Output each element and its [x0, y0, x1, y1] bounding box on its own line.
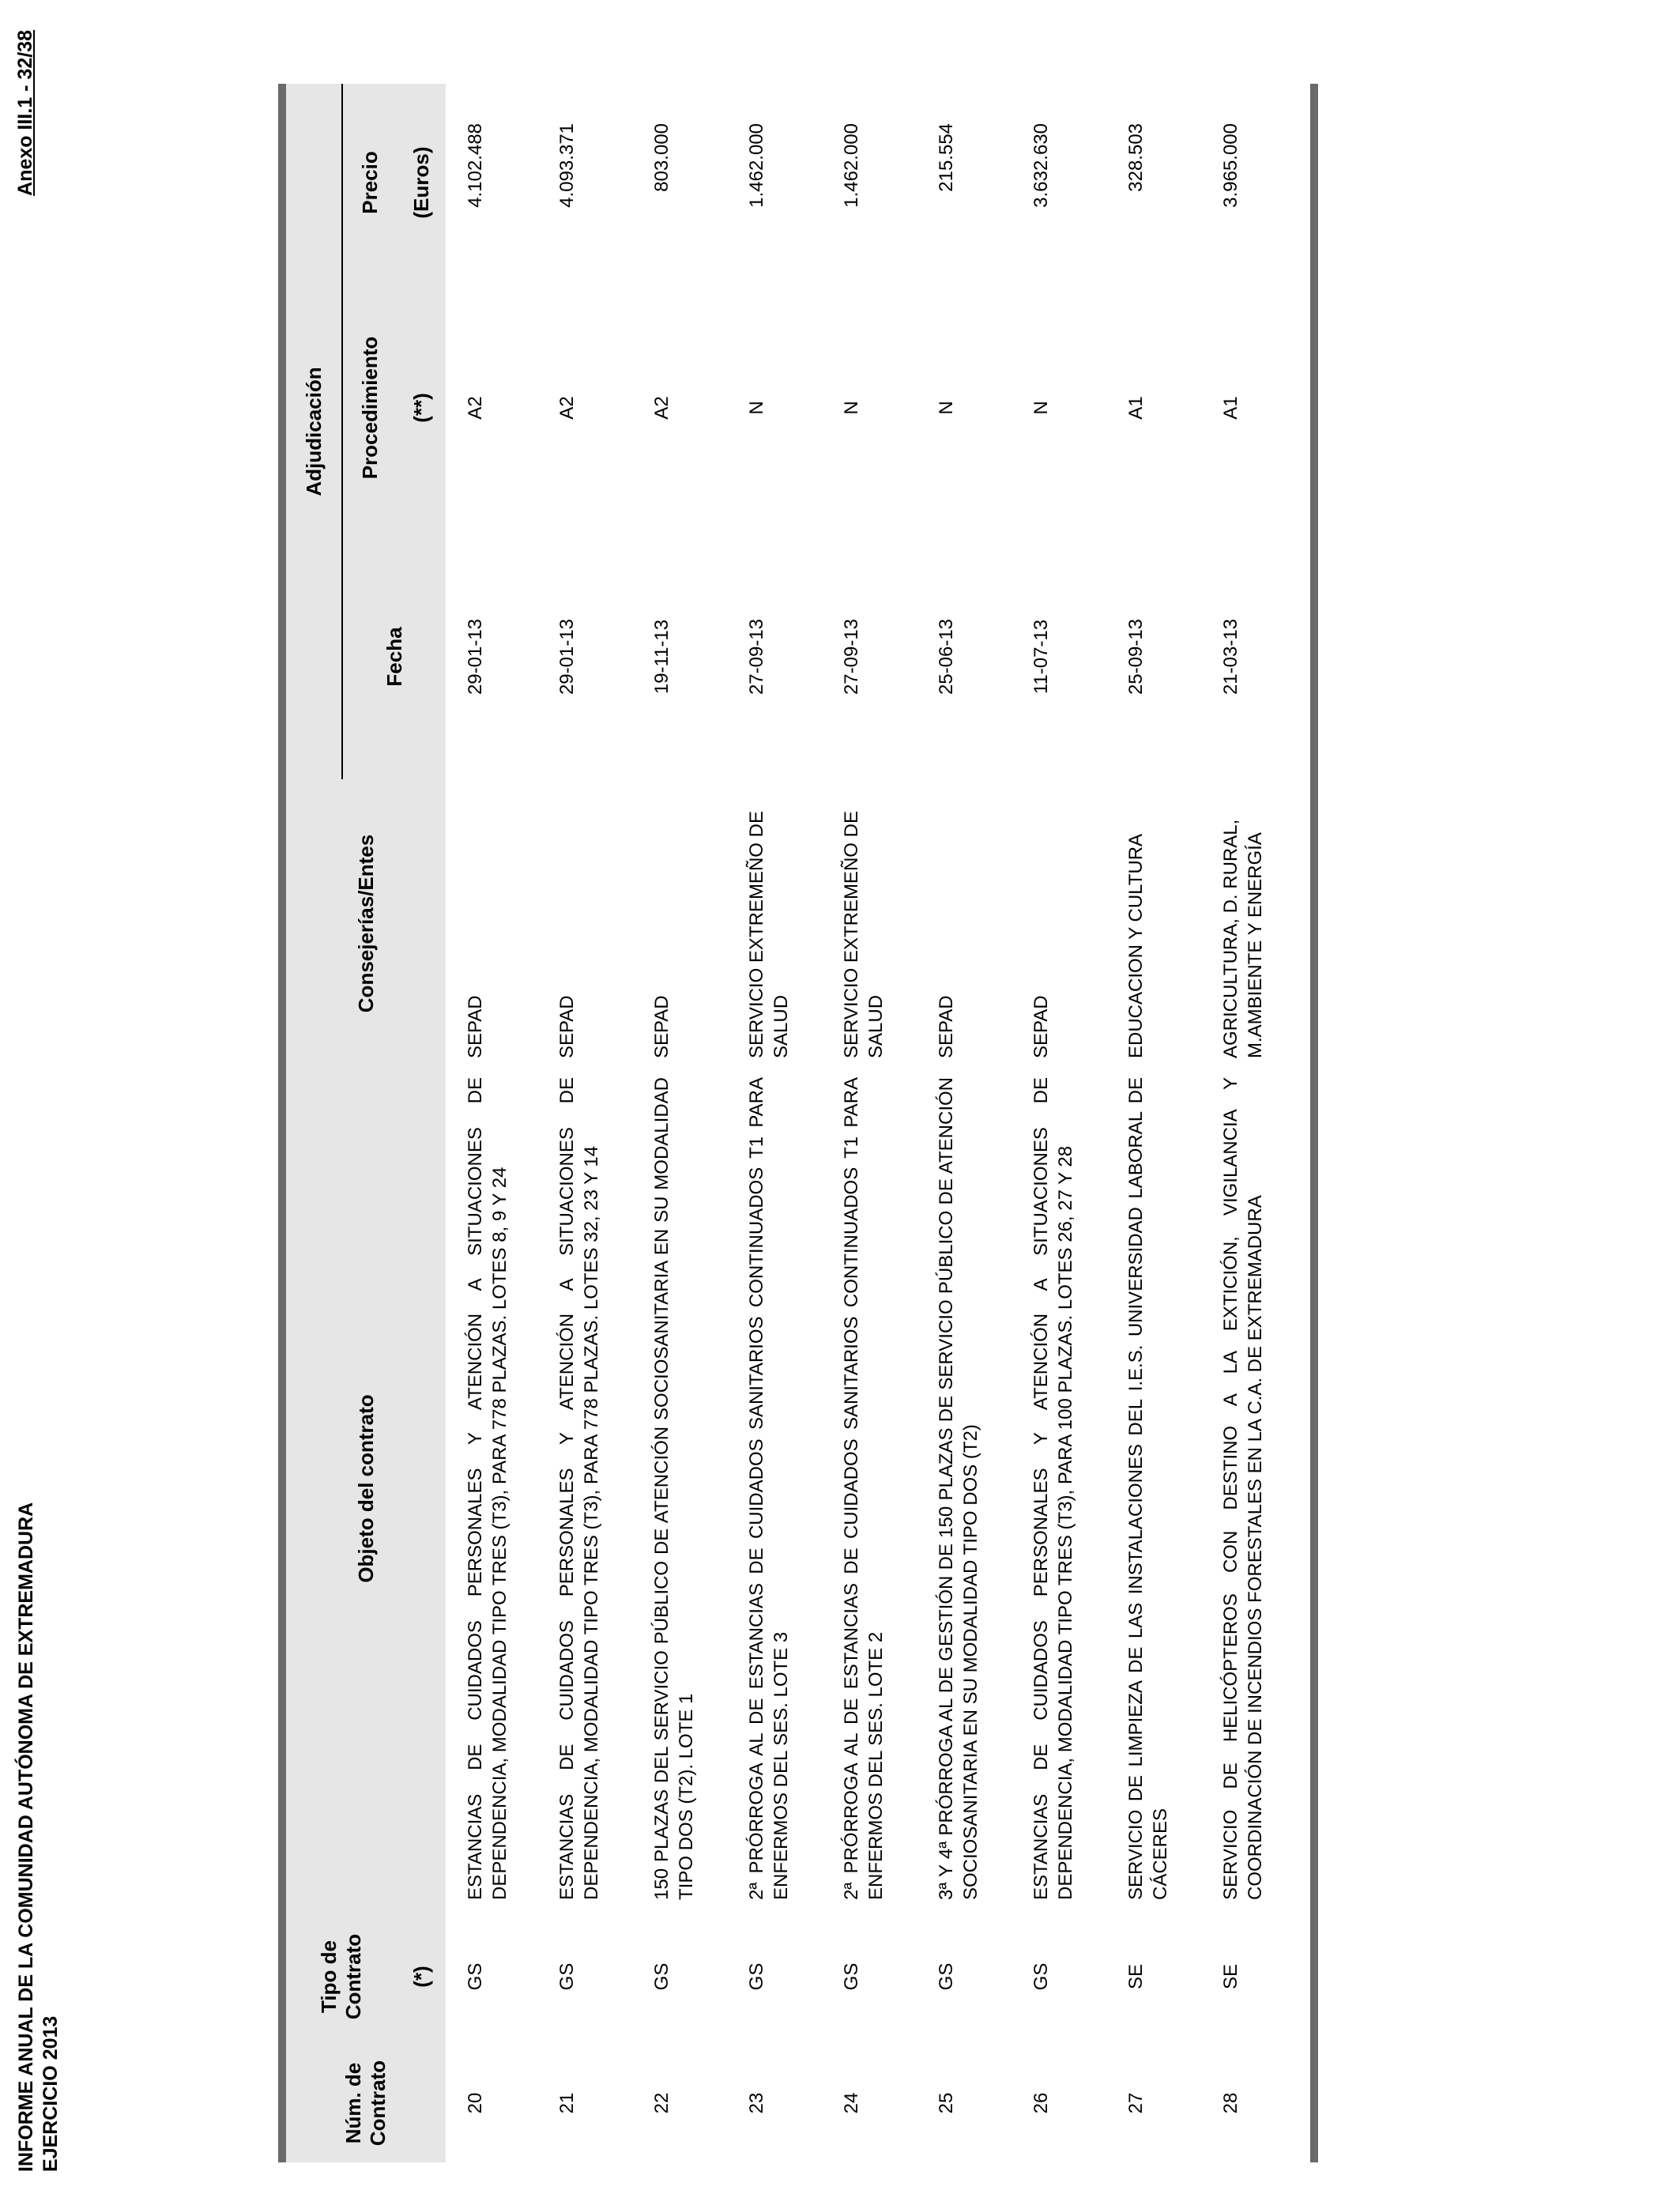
- cell-procedimiento: N: [841, 401, 862, 415]
- table-row: [931, 84, 1026, 2162]
- contracts-table-wrapper: [278, 84, 1318, 2162]
- cell-num: 20: [465, 2092, 486, 2114]
- cell-fecha: 25-09-13: [1125, 618, 1147, 696]
- cell-procedimiento: A2: [556, 396, 578, 420]
- cell-ente: SEPAD: [1030, 995, 1052, 1058]
- cell-objeto: ESTANCIAS DE CUIDADOS PERSONALES Y ATENCIÓN A SITUACIONES DE DEPENDENCIA, MODALIDAD TIPO TRES (T3), PARA 100 PLAZAS. LOTES 26, 27 Y 28: [1030, 1077, 1076, 1900]
- cell-tipo: GS: [746, 1962, 767, 1991]
- cell-objeto: SERVICIO DE LIMPIEZA DE LAS INSTALACIONES DEL I.E.S. UNIVERSIDAD LABORAL DE CÁCERES: [1125, 1077, 1171, 1900]
- cell-precio: 1.462.000: [746, 123, 767, 208]
- cell-objeto: ESTANCIAS DE CUIDADOS PERSONALES Y ATENCIÓN A SITUACIONES DE DEPENDENCIA, MODALIDAD TIPO TRES (T3), PARA 778 PLAZAS. LOTES 32, 23 Y 14: [556, 1077, 602, 1900]
- table-header: [286, 84, 446, 2162]
- report-header: [14, 1502, 63, 2172]
- cell-precio: 803.000: [651, 123, 672, 192]
- cell-tipo: GS: [1030, 1962, 1052, 1991]
- cell-objeto: 3ª Y 4ª PRÓRROGA AL DE GESTIÓN DE 150 PLAZAS DE SERVICIO PÚBLICO DE ATENCIÓN SOCIOSANITARIA EN SU MODALIDAD TIPO DOS (T2): [936, 1077, 981, 1900]
- cell-tipo: SE: [1125, 1964, 1147, 1990]
- cell-fecha: 11-07-13: [1030, 619, 1052, 695]
- contracts-table: [286, 84, 1310, 2162]
- cell-tipo: SE: [1220, 1964, 1241, 1990]
- col-num-header: [286, 2044, 446, 2162]
- cell-ente: SEPAD: [556, 995, 578, 1058]
- cell-tipo: GS: [841, 1962, 862, 1991]
- col-objeto-header: Objeto del contrato: [286, 1068, 446, 1909]
- cell-precio: 328.503: [1125, 123, 1147, 192]
- table-row: [1121, 84, 1215, 2162]
- report-year: EJERCICIO 2013: [40, 2015, 62, 2172]
- table-body: [446, 84, 1310, 2162]
- cell-precio: 4.093.371: [556, 123, 578, 208]
- table-row: [836, 84, 931, 2162]
- cell-fecha: 25-06-13: [936, 618, 957, 696]
- cell-num: 22: [651, 2092, 672, 2114]
- cell-precio: 3.632.630: [1030, 123, 1052, 208]
- table-row: [446, 84, 552, 2162]
- table-row: [1215, 84, 1310, 2162]
- cell-objeto: 150 PLAZAS DEL SERVICIO PÚBLICO DE ATENCIÓN SOCIOSANITARIA EN SU MODALIDAD TIPO DOS (T2). LOTE 1: [651, 1077, 697, 1900]
- cell-ente: SEPAD: [465, 995, 486, 1058]
- cell-fecha: 27-09-13: [746, 618, 767, 696]
- annex-label: Anexo III.1 - 32/38: [14, 30, 36, 196]
- cell-procedimiento: N: [746, 401, 767, 415]
- cell-procedimiento: N: [936, 401, 957, 415]
- cell-objeto: 2ª PRÓRROGA AL DE ESTANCIAS DE CUIDADOS SANITARIOS CONTINUADOS T1 PARA ENFERMOS DEL SES. LOTE 3: [746, 1077, 792, 1900]
- cell-ente: SERVICIO EXTREMEÑO DE SALUD: [746, 811, 792, 1058]
- cell-tipo: GS: [465, 1962, 486, 1991]
- col-tipo-note: (*): [397, 1909, 446, 2044]
- cell-procedimiento: A2: [651, 396, 672, 420]
- cell-fecha: 19-11-13: [651, 619, 672, 695]
- cell-objeto: 2ª PRÓRROGA AL DE ESTANCIAS DE CUIDADOS SANITARIOS CONTINUADOS T1 PARA ENFERMOS DEL SES. LOTE 2: [841, 1077, 887, 1900]
- cell-procedimiento: A1: [1125, 396, 1147, 420]
- col-precio-header: Precio: [342, 84, 397, 281]
- cell-precio: 215.554: [936, 123, 957, 192]
- cell-ente: SERVICIO EXTREMEÑO DE SALUD: [841, 811, 887, 1058]
- cell-precio: 3.965.000: [1220, 123, 1241, 208]
- cell-tipo: GS: [556, 1962, 578, 1991]
- col-fecha-header: Fecha: [342, 534, 446, 779]
- table-row: [646, 84, 741, 2162]
- cell-ente: AGRICULTURA, D. RURAL, M.AMBIENTE Y ENERGÍA: [1220, 819, 1266, 1058]
- cell-num: 26: [1030, 2092, 1052, 2114]
- cell-num: 24: [841, 2092, 862, 2114]
- cell-objeto: ESTANCIAS DE CUIDADOS PERSONALES Y ATENCIÓN A SITUACIONES DE DEPENDENCIA, MODALIDAD TIPO TRES (T3), PARA 778 PLAZAS. LOTES 8, 9 Y 24: [465, 1077, 510, 1900]
- cell-procedimiento: A1: [1220, 396, 1241, 420]
- table-bottom-rule: [1310, 84, 1318, 2162]
- cell-procedimiento: N: [1030, 401, 1052, 415]
- cell-num: 27: [1125, 2092, 1147, 2114]
- cell-fecha: 21-03-13: [1220, 618, 1241, 696]
- col-consejerias-header: Consejerías/Entes: [286, 779, 446, 1068]
- col-procedimiento-header: Procedimiento: [342, 281, 397, 534]
- table-row: [741, 84, 836, 2162]
- cell-objeto: SERVICIO DE HELICÓPTEROS CON DESTINO A LA EXTICIÓN, VIGILANCIA Y COORDINACIÓN DE INCENDIOS FORESTALES EN LA C.A. DE EXTREMADURA: [1220, 1077, 1266, 1900]
- col-tipo-header: Tipo de Contrato: [286, 1909, 397, 2044]
- cell-fecha: 27-09-13: [841, 618, 862, 696]
- cell-num: 23: [746, 2092, 767, 2114]
- cell-procedimiento: A2: [465, 396, 486, 420]
- col-precio-note: (Euros): [397, 84, 446, 281]
- cell-fecha: 29-01-13: [556, 618, 578, 696]
- cell-ente: SEPAD: [651, 995, 672, 1058]
- cell-fecha: 29-01-13: [465, 618, 486, 696]
- table-row: [552, 84, 646, 2162]
- cell-num: 28: [1220, 2092, 1241, 2114]
- cell-tipo: GS: [936, 1962, 957, 1991]
- report-title: INFORME ANUAL DE LA COMUNIDAD AUTÓNOMA DE EXTREMADURA: [15, 1502, 37, 2172]
- col-procedimiento-note: (**): [397, 281, 446, 534]
- col-adjudicacion-header: Adjudicación: [286, 84, 342, 779]
- cell-precio: 1.462.000: [841, 123, 862, 208]
- cell-tipo: GS: [651, 1962, 672, 1991]
- col-num-label: Núm. de Contrato: [341, 2060, 390, 2147]
- cell-ente: EDUCACION Y CULTURA: [1125, 833, 1147, 1058]
- cell-ente: SEPAD: [936, 995, 957, 1058]
- cell-num: 21: [556, 2092, 578, 2114]
- table-top-rule: [278, 84, 286, 2162]
- table-row: [1026, 84, 1121, 2162]
- cell-precio: 4.102.488: [465, 123, 486, 208]
- cell-num: 25: [936, 2092, 957, 2114]
